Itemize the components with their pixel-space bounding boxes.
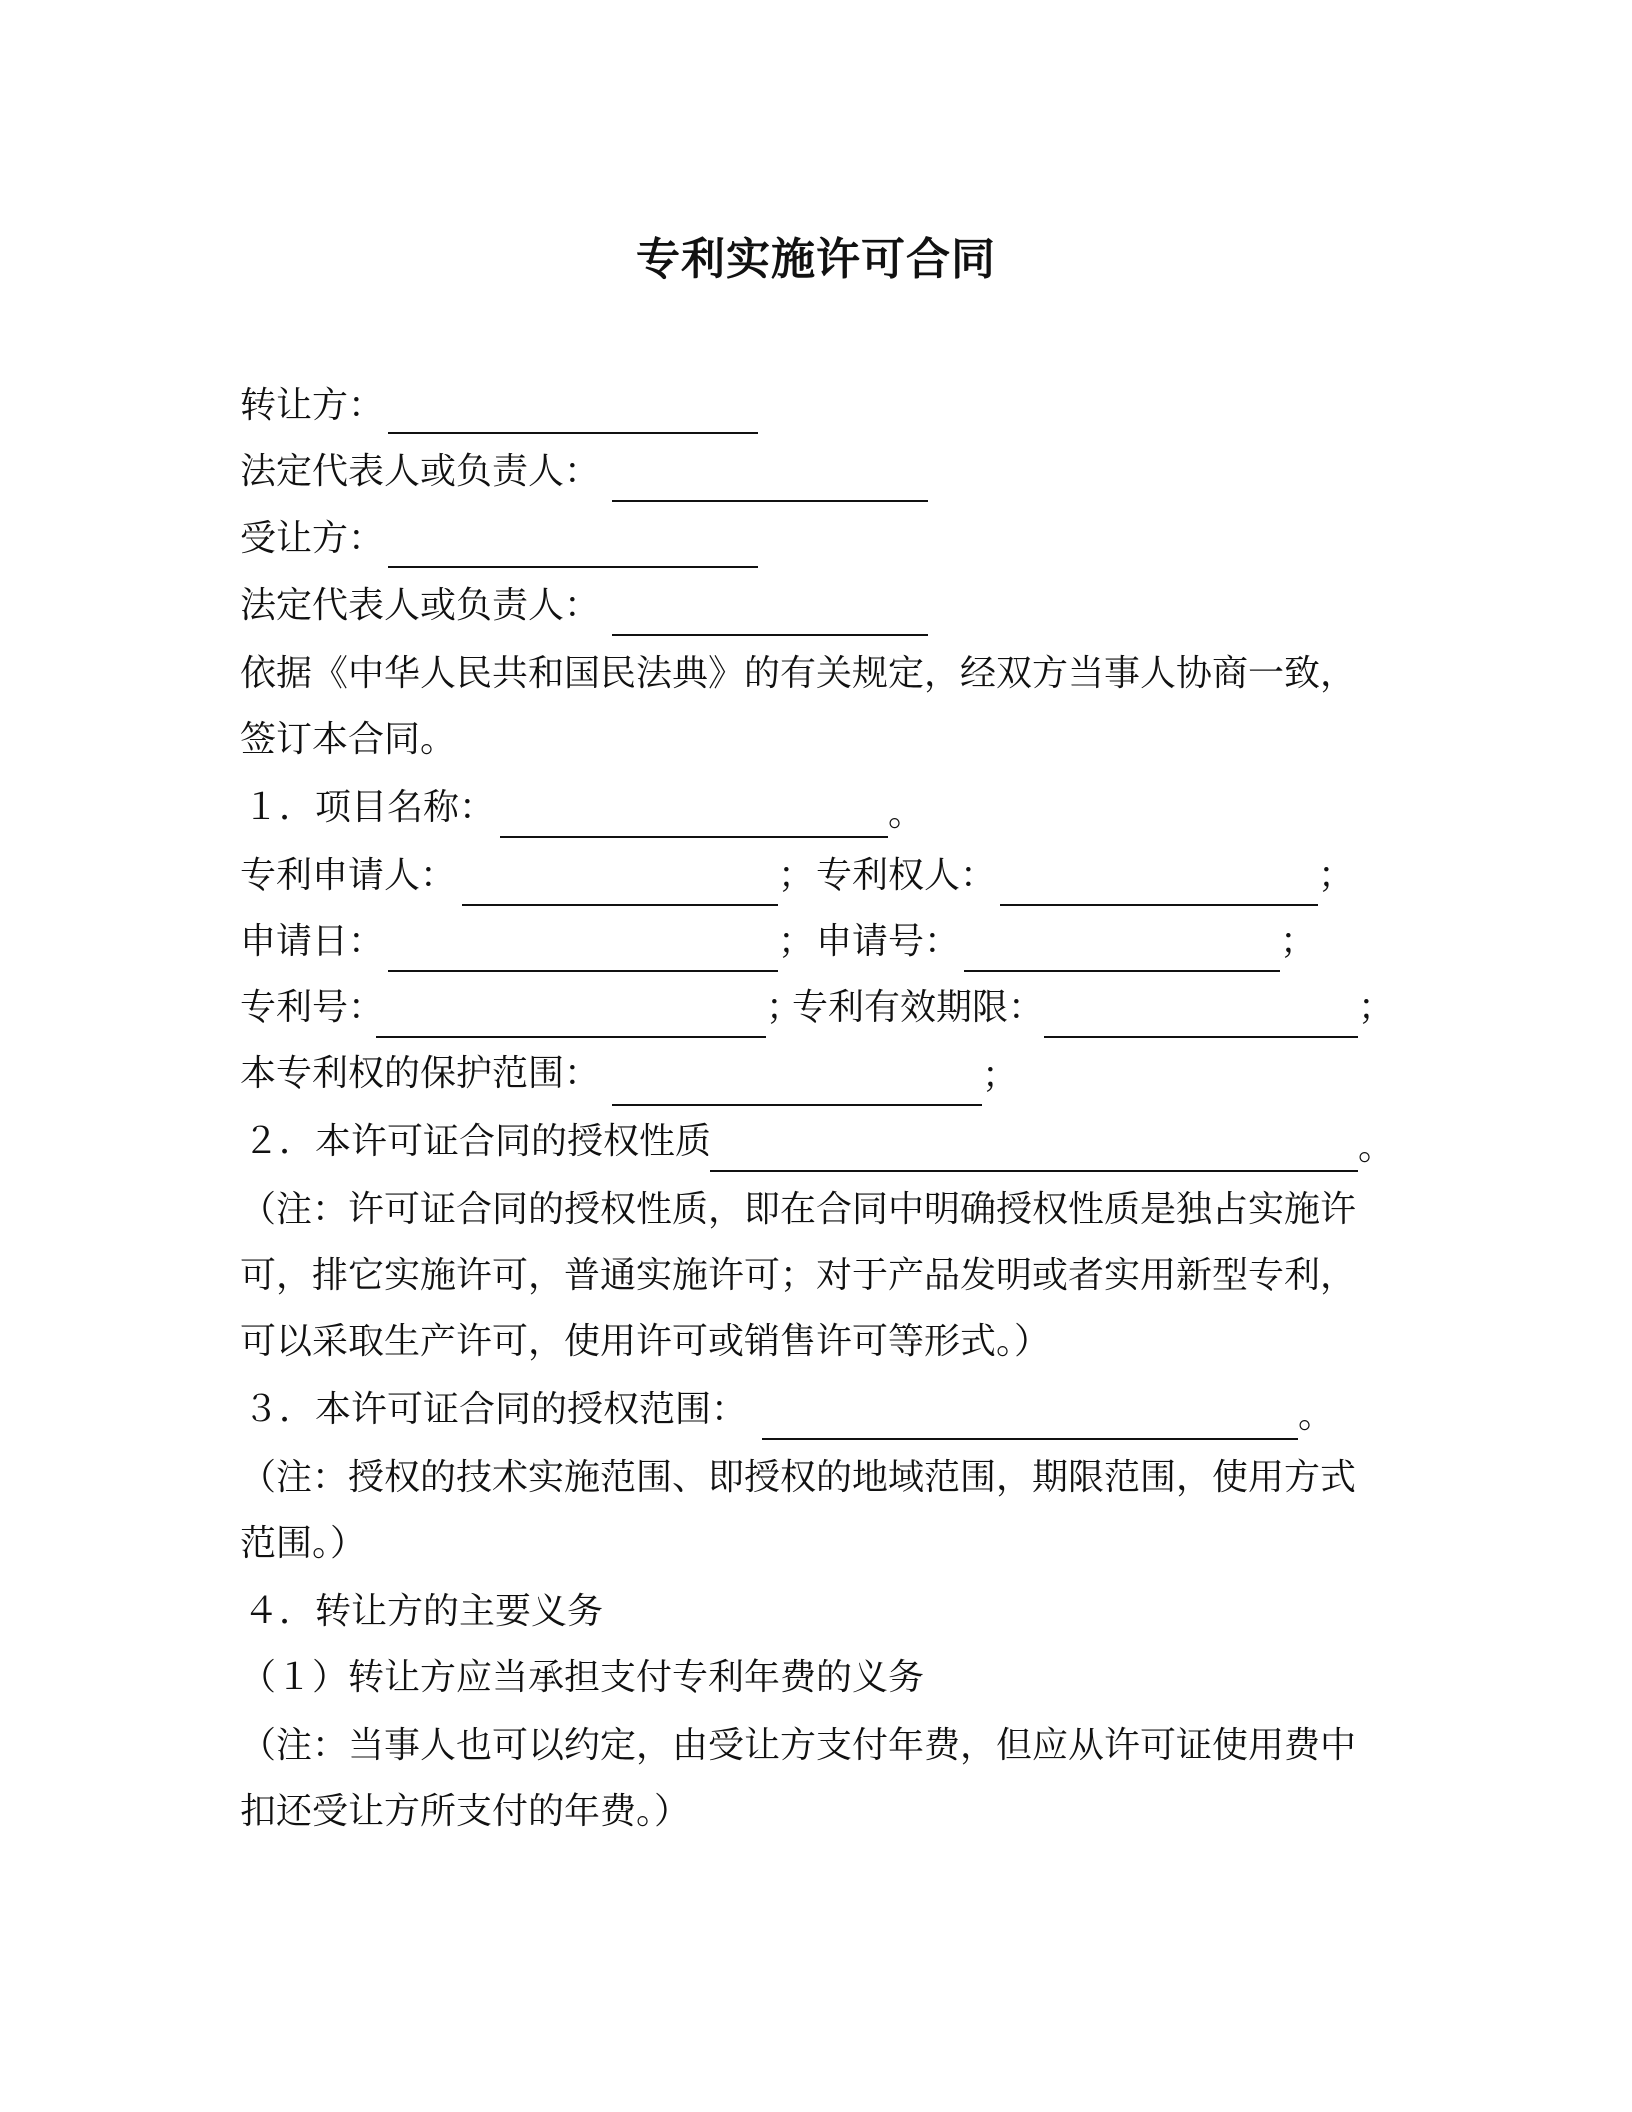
legal-rep-blank-2[interactable] xyxy=(612,634,928,636)
authorization-scope-blank[interactable] xyxy=(762,1438,1298,1440)
intro-line-2: 签订本合同。 xyxy=(240,719,457,760)
section-4-label: ４．转让方的主要义务 xyxy=(243,1591,604,1632)
transferor-blank[interactable] xyxy=(388,432,758,434)
legal-rep-blank-1[interactable] xyxy=(612,500,928,502)
filing-date-label: 申请日： xyxy=(240,921,385,962)
scope-label: 本专利权的保护范围： xyxy=(240,1053,601,1094)
note-3-line-1: （注：授权的技术实施范围、即授权的地域范围，期限范围，使用方式 xyxy=(240,1457,1357,1498)
note-2-line-1: （注：许可证合同的授权性质，即在合同中明确授权性质是独占实施许 xyxy=(240,1189,1357,1230)
patent-no-blank[interactable] xyxy=(376,1036,766,1038)
legal-rep-label-1: 法定代表人或负责人： xyxy=(240,451,601,492)
patent-applicant-blank[interactable] xyxy=(462,904,778,906)
semicolon-f: ； xyxy=(1358,987,1395,1028)
authorization-nature-blank[interactable] xyxy=(710,1170,1358,1172)
project-name-blank[interactable] xyxy=(500,836,888,838)
patent-applicant-label: 专利申请人： xyxy=(240,855,457,896)
patentee-label: 专利权人： xyxy=(816,855,997,896)
note-4-line-1: （注：当事人也可以约定，由受让方支付年费，但应从许可证使用费中 xyxy=(240,1725,1357,1766)
note-2-line-3: 可以采取生产许可，使用许可或销售许可等形式。） xyxy=(240,1321,1051,1362)
scope-blank[interactable] xyxy=(612,1104,982,1106)
validity-label: 专利有效期限： xyxy=(792,987,1045,1028)
legal-rep-label-2: 法定代表人或负责人： xyxy=(240,585,601,626)
note-4-line-2: 扣还受让方所支付的年费。） xyxy=(240,1791,691,1832)
patentee-blank[interactable] xyxy=(1000,904,1318,906)
section-3-end: 。 xyxy=(1298,1395,1335,1436)
document-title: 专利实施许可合同 xyxy=(636,234,996,285)
intro-line-1: 依据《中华人民共和国民法典》的有关规定，经双方当事人协商一致， xyxy=(240,653,1357,694)
filing-date-blank[interactable] xyxy=(388,970,778,972)
note-3-line-2: 范围。） xyxy=(240,1523,367,1564)
semicolon-d: ； xyxy=(1280,921,1317,962)
section-4-item-1: （１）转让方应当承担支付专利年费的义务 xyxy=(240,1657,925,1698)
semicolon-g: ； xyxy=(982,1055,1019,1096)
semicolon-c: ； xyxy=(778,921,815,962)
semicolon-b: ； xyxy=(1318,855,1355,896)
note-2-line-2: 可，排它实施许可，普通实施许可；对于产品发明或者实用新型专利， xyxy=(240,1255,1357,1296)
transferee-label: 受让方： xyxy=(240,518,385,559)
section-2-end: 。 xyxy=(1358,1127,1395,1168)
patent-no-label: 专利号： xyxy=(240,987,385,1028)
transferee-blank[interactable] xyxy=(388,566,758,568)
section-2-label: ２．本许可证合同的授权性质 xyxy=(243,1121,712,1162)
section-1-label: １．项目名称： xyxy=(243,787,496,828)
validity-blank[interactable] xyxy=(1044,1036,1358,1038)
application-no-blank[interactable] xyxy=(964,970,1280,972)
section-1-end: 。 xyxy=(888,793,925,834)
transferor-label: 转让方： xyxy=(240,385,385,426)
semicolon-e: ； xyxy=(766,987,803,1028)
application-no-label: 申请号： xyxy=(816,921,961,962)
semicolon-a: ； xyxy=(778,855,815,896)
section-3-label: ３．本许可证合同的授权范围： xyxy=(243,1389,748,1430)
